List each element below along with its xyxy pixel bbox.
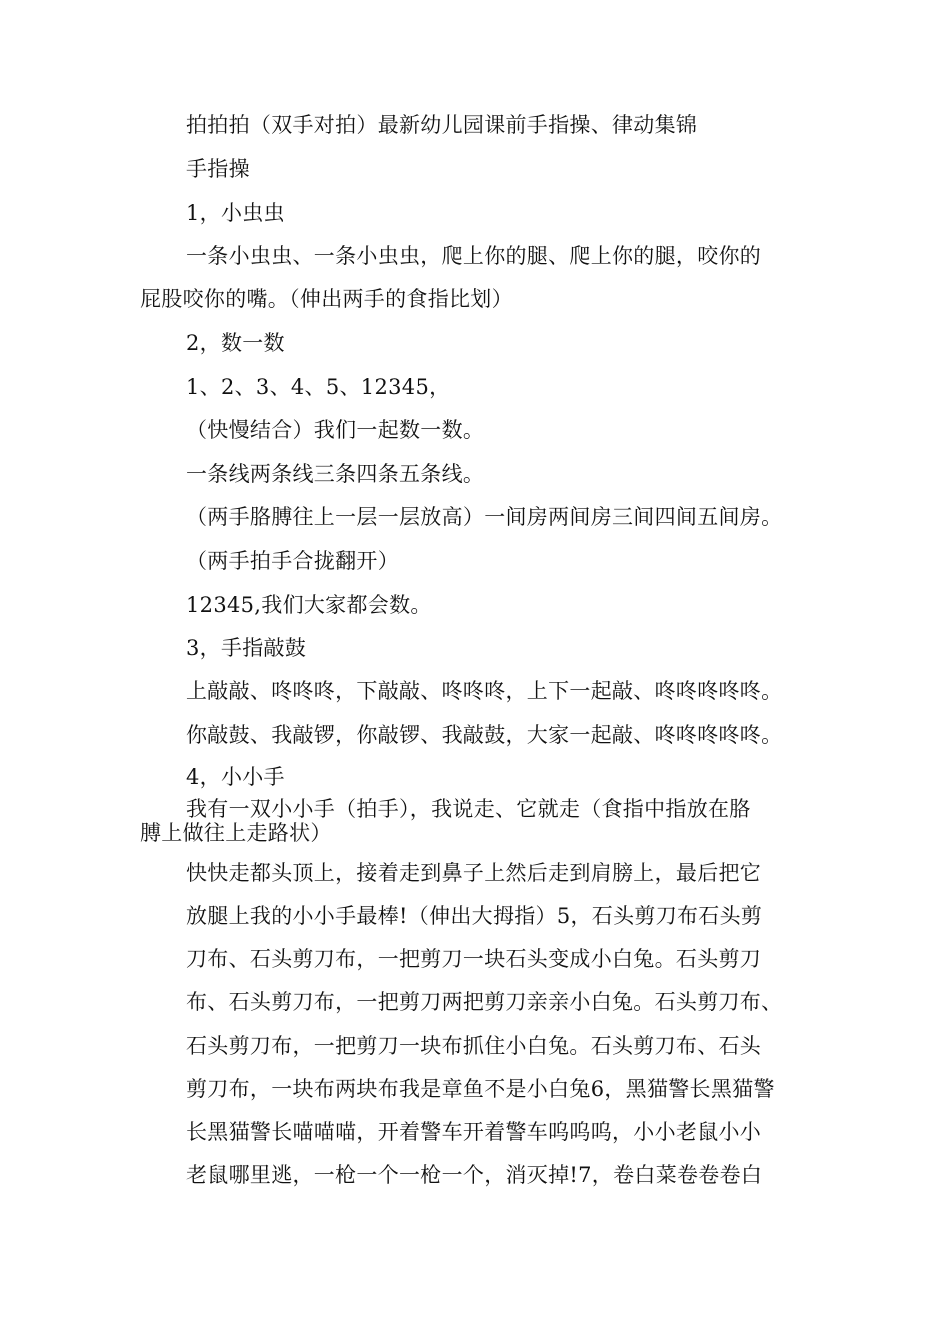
paragraph-line: 膊上做往上走路状）	[140, 821, 332, 845]
paragraph-line: 一条小虫虫、一条小虫虫，爬上你的腿、爬上你的腿，咬你的	[186, 244, 762, 268]
paragraph-line: （快慢结合）我们一起数一数。	[186, 418, 485, 442]
paragraph-line: 屁股咬你的嘴。（伸出两手的食指比划）	[140, 287, 513, 311]
subsection-heading: 2，数一数	[186, 331, 285, 355]
paragraph-line: 你敲鼓、我敲锣，你敲锣、我敲鼓，大家一起敲、咚咚咚咚咚。	[186, 723, 783, 747]
paragraph-line: （两手拍手合拢翻开）	[186, 549, 399, 573]
paragraph-line: （两手胳膊往上一层一层放高）一间房两间房三间四间五间房。	[186, 505, 783, 529]
paragraph-line: 快快走都头顶上，接着走到鼻子上然后走到肩膀上，最后把它	[186, 861, 762, 885]
paragraph-line: 放腿上我的小小手最棒!（伸出大拇指）5，石头剪刀布石头剪	[186, 904, 763, 928]
subsection-heading: 4，小小手	[186, 765, 285, 789]
paragraph-line: 石头剪刀布，一把剪刀一块布抓住小白兔。石头剪刀布、石头	[186, 1034, 762, 1058]
paragraph-line: 刀布、石头剪刀布，一把剪刀一块石头变成小白兔。石头剪刀	[186, 947, 762, 971]
paragraph-line: 长黑猫警长喵喵喵，开着警车开着警车呜呜呜，小小老鼠小小	[186, 1120, 762, 1144]
paragraph-line: 布、石头剪刀布，一把剪刀两把剪刀亲亲小白兔。石头剪刀布、	[186, 990, 783, 1014]
paragraph-line: 上敲敲、咚咚咚，下敲敲、咚咚咚，上下一起敲、咚咚咚咚咚。	[186, 679, 783, 703]
subsection-heading: 3，手指敲鼓	[186, 636, 307, 660]
section-heading: 手指操	[186, 157, 250, 181]
document-title: 拍拍拍（双手对拍）最新幼儿园课前手指操、律动集锦	[186, 113, 698, 137]
paragraph-line: 我有一双小小手（拍手），我说走、它就走（食指中指放在胳	[186, 797, 751, 821]
paragraph-line: 老鼠哪里逃，一枪一个一枪一个，消灭掉!7，卷白菜卷卷卷白	[186, 1163, 763, 1187]
paragraph-line: 剪刀布，一块布两块布我是章鱼不是小白兔6，黑猫警长黑猫警	[186, 1077, 775, 1101]
subsection-heading: 1，小虫虫	[186, 201, 285, 225]
paragraph-line: 一条线两条线三条四条五条线。	[186, 462, 485, 486]
paragraph-line: 1、2、3、4、5、12345，	[186, 375, 451, 399]
paragraph-line: 12345,我们大家都会数。	[186, 593, 432, 617]
